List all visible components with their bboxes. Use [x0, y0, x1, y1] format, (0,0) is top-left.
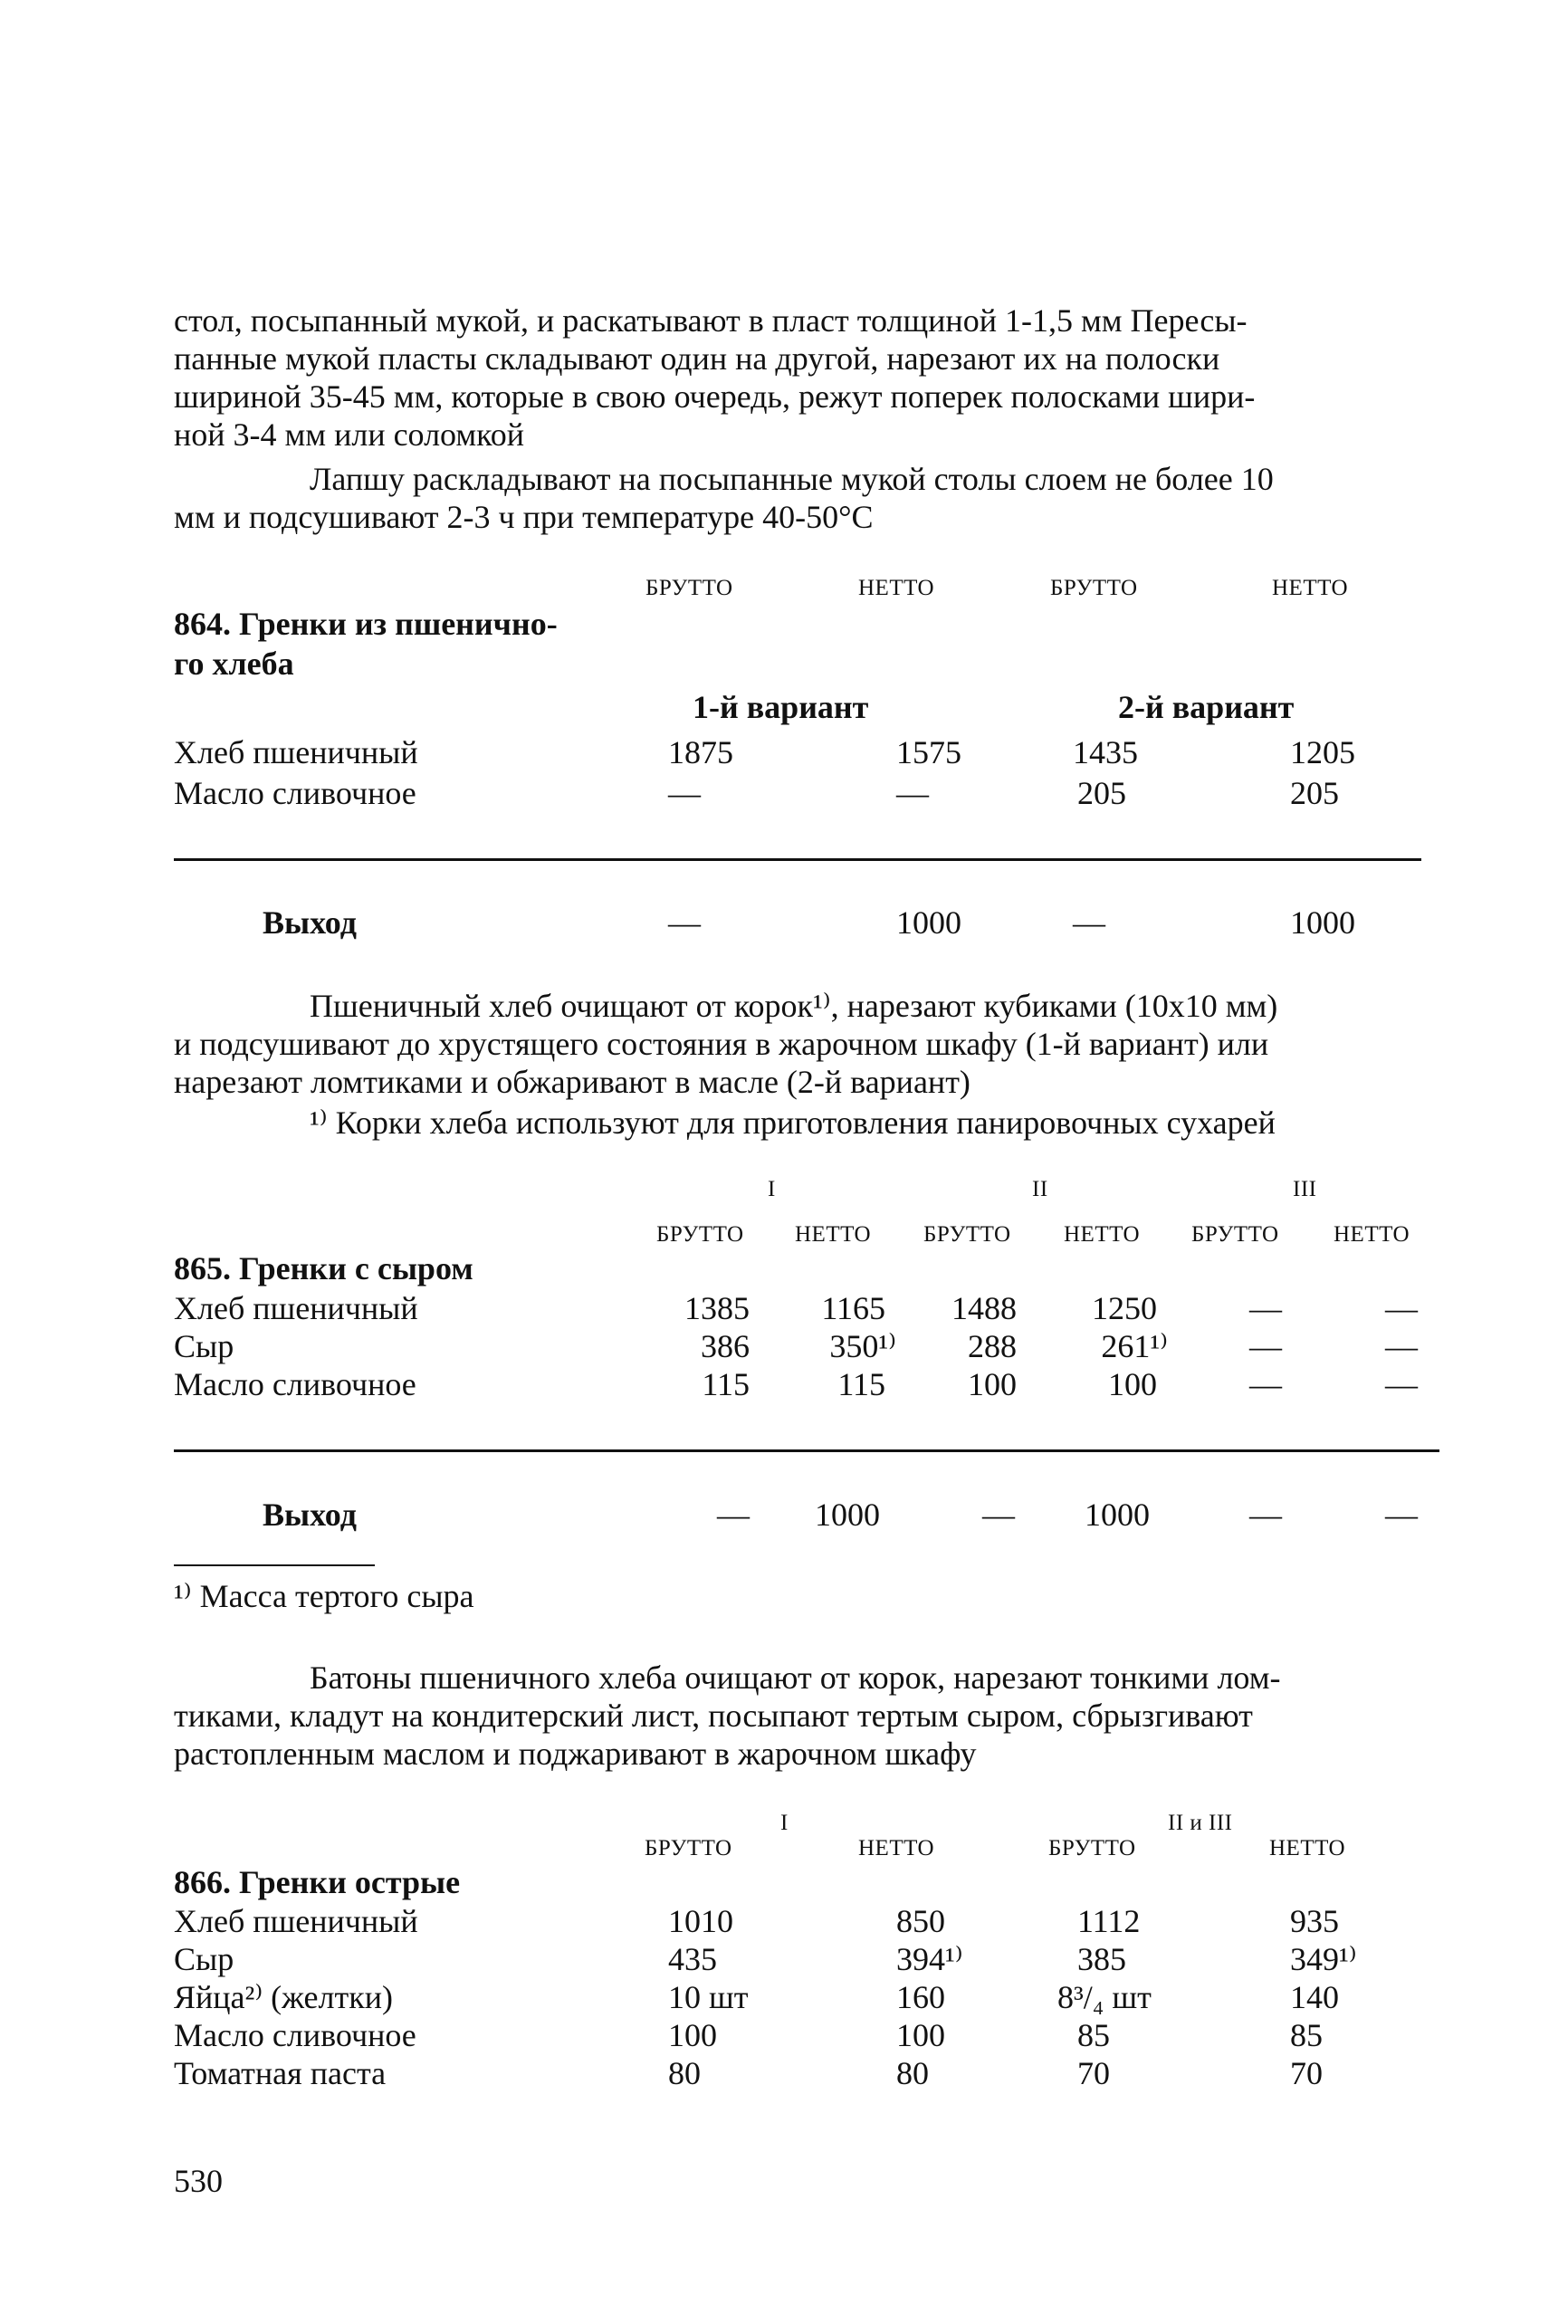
- r866-row-3-v3: 8³/₄ шт: [1057, 1979, 1152, 2015]
- r865-row-3-v5: —: [1249, 1366, 1282, 1402]
- r864-footnote: ¹⁾ Корки хлеба используют для приготовления панировочных сухарей: [310, 1105, 1276, 1141]
- r866-row-5-name: Томатная паста: [174, 2055, 387, 2091]
- intro-line-4: ной 3-4 мм или соломкой: [174, 416, 525, 453]
- r865-header-6: НЕТТО: [1334, 1222, 1410, 1247]
- r866-row-5-v4: 70: [1290, 2055, 1323, 2091]
- r865-group-2: II: [1032, 1177, 1048, 1201]
- r865-divider: [174, 1449, 1439, 1452]
- r865-row-3-v4: 100: [1108, 1366, 1157, 1402]
- r864-title-line-1: 864. Гренки из пшенично-: [174, 606, 558, 642]
- r865-header-4: НЕТТО: [1064, 1222, 1141, 1247]
- intro-line-3: шириной 35-45 мм, которые в свою очередь, режут поперек полосками шири-: [174, 378, 1256, 415]
- r866-header-3: БРУТТО: [1048, 1836, 1136, 1860]
- r866-row-1-name: Хлеб пшеничный: [174, 1903, 418, 1939]
- intro-para2-line-2: мм и подсушивают 2-3 ч при температуре 40-50°С: [174, 499, 874, 535]
- r865-row-2-v2: 350¹⁾: [829, 1328, 896, 1364]
- r864-row-1-name: Хлеб пшеничный: [174, 734, 418, 770]
- r865-row-3-v1: 115: [702, 1366, 750, 1402]
- r864-yield-label: Выход: [263, 904, 357, 941]
- r866-header-4: НЕТТО: [1269, 1836, 1346, 1860]
- r865-row-3-v3: 100: [968, 1366, 1017, 1402]
- r864-header-brutto-2: БРУТТО: [1050, 576, 1138, 600]
- r865-group-3: III: [1293, 1177, 1317, 1201]
- r865-row-3-v2: 115: [837, 1366, 885, 1402]
- r864-yield-v4: 1000: [1290, 904, 1355, 941]
- r866-row-3-v4: 140: [1290, 1979, 1339, 2015]
- r866-row-5-v1: 80: [668, 2055, 701, 2091]
- r864-variant-2: 2-й вариант: [1118, 689, 1295, 725]
- r865-yield-v2: 1000: [815, 1497, 880, 1533]
- r865-row-3-name: Масло сливочное: [174, 1366, 416, 1402]
- r866-row-4-v4: 85: [1290, 2017, 1323, 2053]
- r865-header-5: БРУТТО: [1191, 1222, 1279, 1247]
- r864-desc-line-1: Пшеничный хлеб очищают от корок¹⁾, нарезают кубиками (10х10 мм): [310, 988, 1278, 1024]
- r865-row-2-v4: 261¹⁾: [1101, 1328, 1168, 1364]
- r865-row-2-v3: 288: [968, 1328, 1017, 1364]
- r864-row-1-v4: 1205: [1290, 734, 1355, 770]
- r865-row-1-v5: —: [1249, 1290, 1282, 1326]
- footnote-separator: [174, 1564, 375, 1566]
- r866-row-4-v2: 100: [896, 2017, 945, 2053]
- r864-yield-v1: —: [668, 904, 701, 941]
- r864-row-1-v1: 1875: [668, 734, 733, 770]
- r865-desc-line-1: Батоны пшеничного хлеба очищают от корок, нарезают тонкими лом-: [310, 1659, 1281, 1696]
- r864-title-line-2: го хлеба: [174, 646, 294, 682]
- r864-header-netto-1: НЕТТО: [858, 576, 935, 600]
- r865-desc-line-3: растопленным маслом и поджаривают в жарочном шкафу: [174, 1736, 977, 1772]
- r864-desc-line-3: нарезают ломтиками и обжаривают в масле (2-й вариант): [174, 1064, 970, 1100]
- r865-row-1-v3: 1488: [951, 1290, 1017, 1326]
- r864-header-brutto-1: БРУТТО: [645, 576, 733, 600]
- r866-row-3-v1: 10 шт: [668, 1979, 749, 2015]
- r865-yield-v4: 1000: [1085, 1497, 1150, 1533]
- r866-row-5-v3: 70: [1077, 2055, 1110, 2091]
- r864-row-2-name: Масло сливочное: [174, 775, 416, 811]
- r864-row-1-v2: 1575: [896, 734, 961, 770]
- r866-row-4-name: Масло сливочное: [174, 2017, 416, 2053]
- r866-row-4-v1: 100: [668, 2017, 717, 2053]
- r865-row-1-name: Хлеб пшеничный: [174, 1290, 418, 1326]
- r866-title: 866. Гренки острые: [174, 1864, 461, 1900]
- r865-yield-v6: —: [1385, 1497, 1418, 1533]
- r864-row-1-v3: 1435: [1073, 734, 1138, 770]
- r865-row-3-v6: —: [1385, 1366, 1418, 1402]
- r865-header-1: БРУТТО: [656, 1222, 744, 1247]
- r864-row-2-v3: 205: [1077, 775, 1126, 811]
- r864-row-2-v1: —: [668, 775, 701, 811]
- r865-desc-line-2: тиками, кладут на кондитерский лист, посыпают тертым сыром, сбрызгивают: [174, 1698, 1253, 1734]
- r866-row-3-name: Яйца²⁾ (желтки): [174, 1979, 393, 2015]
- r865-row-2-v1: 386: [701, 1328, 750, 1364]
- r866-row-5-v2: 80: [896, 2055, 929, 2091]
- r866-row-2-v4: 349¹⁾: [1290, 1941, 1357, 1977]
- r864-variant-1: 1-й вариант: [693, 689, 869, 725]
- r866-header-2: НЕТТО: [858, 1836, 935, 1860]
- r865-row-1-v1: 1385: [684, 1290, 750, 1326]
- r865-group-1: I: [768, 1177, 776, 1201]
- r865-yield-v1: —: [717, 1497, 750, 1533]
- r865-yield-label: Выход: [263, 1497, 357, 1533]
- r865-row-1-v6: —: [1385, 1290, 1418, 1326]
- r866-row-1-v2: 850: [896, 1903, 945, 1939]
- r866-row-1-v3: 1112: [1077, 1903, 1141, 1939]
- r866-row-1-v4: 935: [1290, 1903, 1339, 1939]
- r864-yield-v2: 1000: [896, 904, 961, 941]
- r865-row-2-v6: —: [1385, 1328, 1418, 1364]
- intro-line-1: стол, посыпанный мукой, и раскатывают в пласт толщиной 1-1,5 мм Пересы-: [174, 302, 1248, 339]
- r865-row-1-v2: 1165: [821, 1290, 885, 1326]
- r866-row-2-v2: 394¹⁾: [896, 1941, 963, 1977]
- r866-group-1: I: [780, 1811, 789, 1835]
- r865-footnote: ¹⁾ Масса тертого сыра: [174, 1578, 474, 1614]
- r865-header-2: НЕТТО: [795, 1222, 872, 1247]
- r866-group-2: II и III: [1168, 1811, 1233, 1835]
- intro-line-2: панные мукой пласты складывают один на другой, нарезают их на полоски: [174, 340, 1220, 377]
- r864-row-2-v2: —: [896, 775, 929, 811]
- r866-row-2-name: Сыр: [174, 1941, 234, 1977]
- r866-row-3-v2: 160: [896, 1979, 945, 2015]
- r866-header-1: БРУТТО: [645, 1836, 732, 1860]
- r865-yield-v5: —: [1249, 1497, 1282, 1533]
- page-number: 530: [174, 2163, 223, 2199]
- r864-row-2-v4: 205: [1290, 775, 1339, 811]
- r866-row-2-v1: 435: [668, 1941, 717, 1977]
- r864-header-netto-2: НЕТТО: [1272, 576, 1349, 600]
- r864-yield-v3: —: [1073, 904, 1105, 941]
- r865-yield-v3: —: [982, 1497, 1015, 1533]
- r866-row-1-v1: 1010: [668, 1903, 733, 1939]
- r864-divider: [174, 858, 1421, 861]
- r865-header-3: БРУТТО: [923, 1222, 1011, 1247]
- r864-desc-line-2: и подсушивают до хрустящего состояния в жарочном шкафу (1-й вариант) или: [174, 1026, 1269, 1062]
- r865-row-1-v4: 1250: [1092, 1290, 1157, 1326]
- intro-para2-line-1: Лапшу раскладывают на посыпанные мукой столы слоем не более 10: [310, 461, 1274, 497]
- r865-title: 865. Гренки с сыром: [174, 1250, 473, 1286]
- r866-row-4-v3: 85: [1077, 2017, 1110, 2053]
- r865-row-2-v5: —: [1249, 1328, 1282, 1364]
- r865-row-2-name: Сыр: [174, 1328, 234, 1364]
- r866-row-2-v3: 385: [1077, 1941, 1126, 1977]
